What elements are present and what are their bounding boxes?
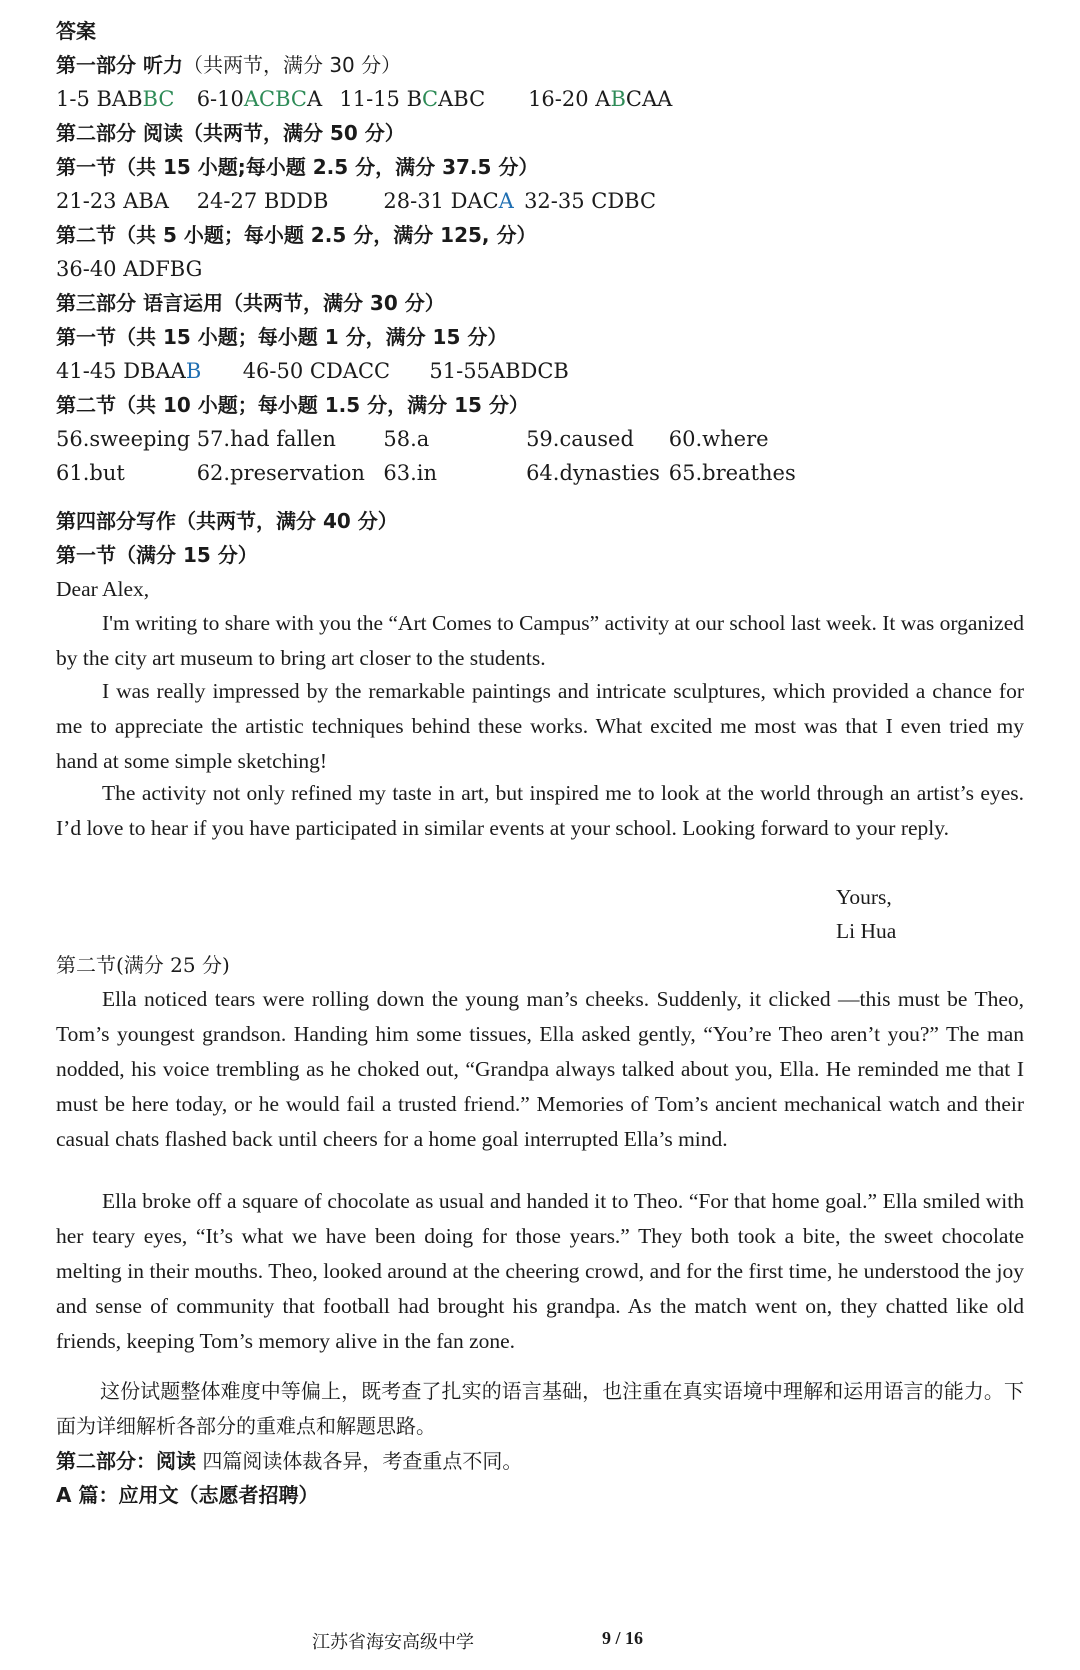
part3-section2-row1 [56,422,769,456]
analysis-part2-label: 第二部分：阅读 [56,1449,196,1473]
answer-text: 6-10 [196,87,244,111]
analysis-section-a: A 篇：应用文（志愿者招聘） [56,1483,319,1507]
letter-paragraph: I'm writing to share with you the “Art Comes to Campus” activity at our school last week. It was organized by the city art museum to bring art closer to the students. [56,611,1024,670]
answer-text: 41-45 DBAA [56,359,186,383]
answer-group [524,184,656,218]
answer-marked-green: B [610,87,626,111]
letter-greeting: Dear Alex, [56,577,150,601]
answer-item: 58.a [383,427,430,451]
answer-text: 21-23 ABA [56,189,169,213]
answer-text: ABC [438,87,486,111]
answer-text: 1-5 BAB [56,87,143,111]
answer-group [383,184,517,218]
answer-item: 61.but [56,461,125,485]
answer-group [56,82,190,116]
answer-text: 32-35 CDBC [524,189,657,213]
answer-item: 65.breathes [668,461,796,485]
footer-school: 江苏省海安高级中学 [312,1632,474,1653]
answer-group [528,82,672,116]
analysis-part2-line [56,1444,522,1478]
part1-heading [56,48,401,82]
answer-text: CAA [625,87,673,111]
answer-item: 63.in [383,461,438,485]
letter-signature: Li Hua [836,919,897,943]
answer-item: 59.caused [526,427,634,451]
answer-marked-green: C [422,87,439,111]
footer-page-number: 9 / 16 [602,1628,644,1648]
part4-heading: 第四部分写作（共两节，满分 40 分） [56,509,398,533]
answer-text: 51-55ABDCB [429,359,569,383]
part1-heading-note: （共两节，满分 30 分） [182,53,402,77]
analysis-intro: 这份试题整体难度中等偏上，既考查了扎实的语言基础，也注重在真实语境中理解和运用语言的能力。下面为详细解析各部分的重难点和解题思路。 [56,1379,1024,1438]
answer-item: 56.sweeping [56,427,191,451]
part3-heading: 第三部分 语言运用（共两节，满分 30 分） [56,291,445,315]
part3-section2-heading: 第二节（共 10 小题；每小题 1.5 分，满分 15 分） [56,393,529,417]
answer-item: 64.dynasties [526,461,660,485]
letter-closing: Yours, [836,885,892,909]
letter-paragraph: The activity not only refined my taste in art, but inspired me to look at the world through an artist’s eyes. I’d love to hear if you have participated in similar events at your school. Looking forward to your reply. [56,781,1024,840]
part4-section1-heading: 第一节（满分 15 分） [56,543,258,567]
part2-section1-answers [56,184,656,218]
story-paragraph: Ella noticed tears were rolling down the young man’s cheeks. Suddenly, it clicked —this must be Theo, Tom’s youngest grandson. Handing him some tissues, Ella asked gently, “You’re Theo aren’t you?” The man nodded, his voice trembling as he choked out, “Grandpa always talked about you, Ella. He reminded me that I must be here today, or he would fail a trusted friend.” Memories of Tom’s ancient mechanical watch and their casual chats flashed back until cheers for a home goal interrupted Ella’s mind. [56,987,1024,1151]
part4-section2-heading: 第二节(满分 25 分) [56,953,230,977]
answer-item: 62.preservation [196,461,365,485]
part3-section2-row2 [56,456,796,490]
answer-marked-blue: B [185,359,202,383]
part2-section2-heading: 第二节（共 5 小题；每小题 2.5 分，满分 125, 分） [56,223,537,247]
answer-text: 46-50 CDACC [242,359,391,383]
answer-text: A [307,87,323,111]
answer-item: 60.where [668,427,769,451]
answer-item: 57.had fallen [196,427,336,451]
answer-group [56,184,190,218]
answer-text: 28-31 DAC [383,189,499,213]
answer-group [197,184,377,218]
part3-section1-heading: 第一节（共 15 小题；每小题 1 分，满分 15 分） [56,325,508,349]
answer-text: 24-27 BDDB [196,189,329,213]
answer-text: 16-20 A [528,87,611,111]
answer-group [429,354,568,388]
answer-marked-green: BC [142,87,175,111]
letter-paragraph: I was really impressed by the remarkable paintings and intricate sculptures, which provided a chance for me to appreciate the artistic techniques behind these works. What excited me most was that I even tried my hand at some simple sketching! [56,679,1024,773]
part1-answers [56,82,672,116]
page-title: 答案 [56,19,96,43]
story-paragraph: Ella broke off a square of chocolate as usual and handed it to Theo. “For that home goal.” Ella smiled with her teary eyes, “It’s what we have been doing for those years.” They both took a bite, the sweet chocolate melting in their mouths. Theo, looked around at the cheering crowd, and for the first time, he understood the joy and sense of community that football had brought his grandpa. As the match went on, they chatted like old friends, keeping Tom’s memory alive in the fan zone. [56,1189,1024,1353]
part2-section1-heading: 第一节（共 15 小题;每小题 2.5 分，满分 37.5 分） [56,155,539,179]
answer-group [56,354,236,388]
part1-heading-text: 第一部分 听力 [56,53,183,77]
analysis-part2-text: 四篇阅读体裁各异，考查重点不同。 [202,1449,523,1473]
answer-marked-green: ACBC [243,87,307,111]
part2-section2-answers: 36-40 ADFBG [56,257,203,281]
answer-group [339,82,521,116]
answer-text: 11-15 B [339,87,423,111]
part2-heading: 第二部分 阅读（共两节，满分 50 分） [56,121,405,145]
answer-group [243,354,423,388]
part3-section1-answers [56,354,569,388]
answer-marked-blue: A [498,189,514,213]
answer-group [197,82,333,116]
